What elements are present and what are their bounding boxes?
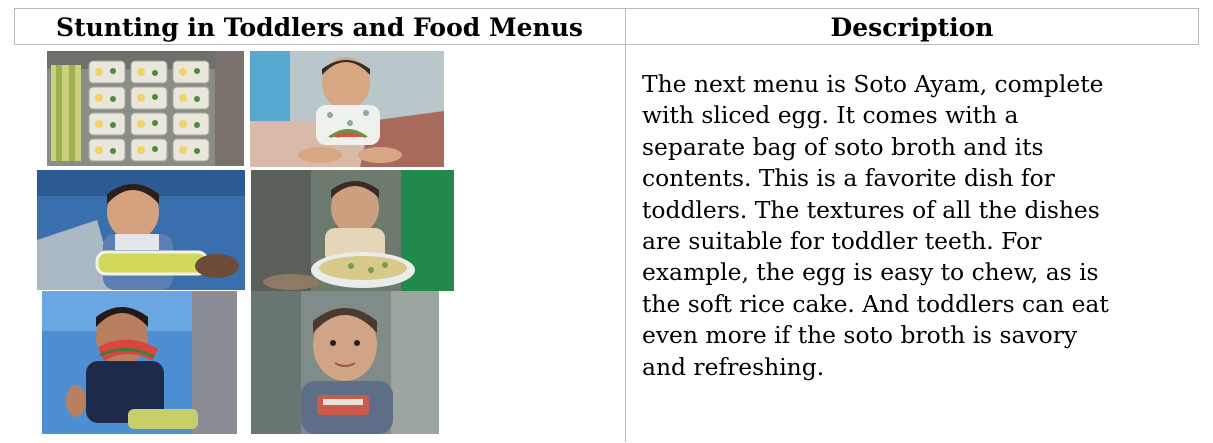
description-text: The next menu is Soto Ayam, complete with sliced egg. It comes with a separate bag of soto broth and its contents. This is a favorite dish for toddlers. The textures of all the dishes are suitable for toddler teeth. For example, the egg is easy to chew, as is the soft rice cake. And toddlers can eat even more if the soto broth is savory and refreshing. [642, 70, 1109, 381]
photo-toddler-eating-watermelon-sitting [250, 51, 444, 167]
column-header-description: Description [830, 13, 994, 42]
photo-toddler-holding-rice-cake [37, 170, 245, 290]
photo-toddler-biting-watermelon [42, 291, 237, 434]
photo-toddler-portrait [251, 291, 439, 434]
header-divider [14, 44, 1199, 45]
column-divider [625, 8, 626, 442]
table-right-border [1198, 8, 1199, 44]
photo-toddler-eating-soto-bowl [251, 170, 454, 291]
photo-soto-packaged-portions [47, 51, 244, 166]
column-header-stunting: Stunting in Toddlers and Food Menus [56, 13, 583, 42]
menu-table [14, 8, 1199, 442]
